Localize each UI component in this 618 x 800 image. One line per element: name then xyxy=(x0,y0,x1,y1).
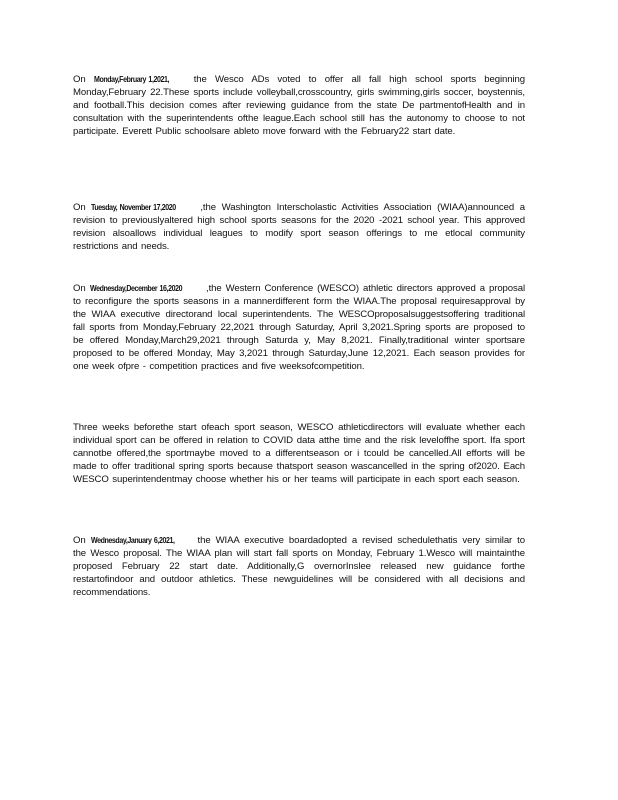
paragraph-lead: On xyxy=(73,535,86,546)
paragraph-date: Wednesday,December 16,2020 xyxy=(89,283,182,293)
paragraph-wesco-proposal xyxy=(73,282,525,373)
paragraph-text: ,the Washington Interscholastic Activities Association (WIAA)announced a revision to previouslyaltered high school sports seasons for the 2020 -2021 school year. This approved revision alsoallows individual leagues to modify sport season offerings to me etlocal community restrictions and needs. xyxy=(73,202,525,252)
paragraph-wiaa-announcement xyxy=(73,201,525,253)
paragraph-text: the Wesco ADs voted to offer all fall high school sports beginning Monday,February 22.These sports include volleyball,crosscountry, girls swimming,girls soccer, boystennis, and football.This decision comes after reviewing guidance from the state De partmentofHealth and in consultation with the superintendents ofthe league.Each school still has the autonomy to choose to not participate. Everett Public schoolsare ableto move forward with the February22 start date. xyxy=(73,74,525,137)
paragraph-lead: On xyxy=(73,283,86,294)
paragraph-date: Tuesday, November 17,2020 xyxy=(91,202,177,212)
paragraph-date: Monday,February 1,2021, xyxy=(93,74,169,84)
paragraph-text: ,the Western Conference (WESCO) athletic directors approved a proposal to reconfigure the sports seasons in a mannerdifferent form the WIAA.The proposal requiresapproval by the WIAA executive directorand local superintendents. The WESCOproposalsuggestsoffering traditional fall sports from Monday,February 22,2021 through Saturday, April 3,2021.Spring sports are proposed to be offered Monday,March29,2021 through Saturda y, May 8,2021. Finally,traditional winter sportsare proposed to be offered Monday, May 3,2021 through Saturday,June 12,2021. Each season provides for one week ofpre - competition practices and five weeksofcompetition. xyxy=(73,283,525,372)
paragraph-date: Wednesday,January 6,2021, xyxy=(90,535,175,545)
paragraph-evaluation xyxy=(73,421,525,486)
paragraph-wesco-vote xyxy=(73,73,525,138)
paragraph-lead: On xyxy=(73,202,86,213)
paragraph-text: Three weeks beforethe start ofeach sport season, WESCO athleticdirectors will evaluate whether each individual sport can be offered in relation to COVID data atthe time and the risk leveloffhe sport. Ifa sport cannotbe offered,the sportmaybe moved to a differentseason or i tcould be cancelled.All efforts will be made to offer traditional spring sports because thatsport season wascancelled in the spring of2020. Each WESCO superintendentmay choose whether his or her teams will participate in each sport each season. xyxy=(73,422,525,485)
paragraph-text: the WIAA executive boardadopted a revised schedulethatis very similar to the Wesco proposal. The WIAA plan will start fall sports on Monday, February 1.Wesco will maintainthe proposed February 22 start date. Additionally,G overnorInslee released new guidance forthe restartofindoor and outdoor athletics. These newguidelines will be considered with all decisions and recommendations. xyxy=(73,535,525,598)
paragraph-wiaa-schedule xyxy=(73,534,525,599)
paragraph-lead: On xyxy=(73,74,86,85)
